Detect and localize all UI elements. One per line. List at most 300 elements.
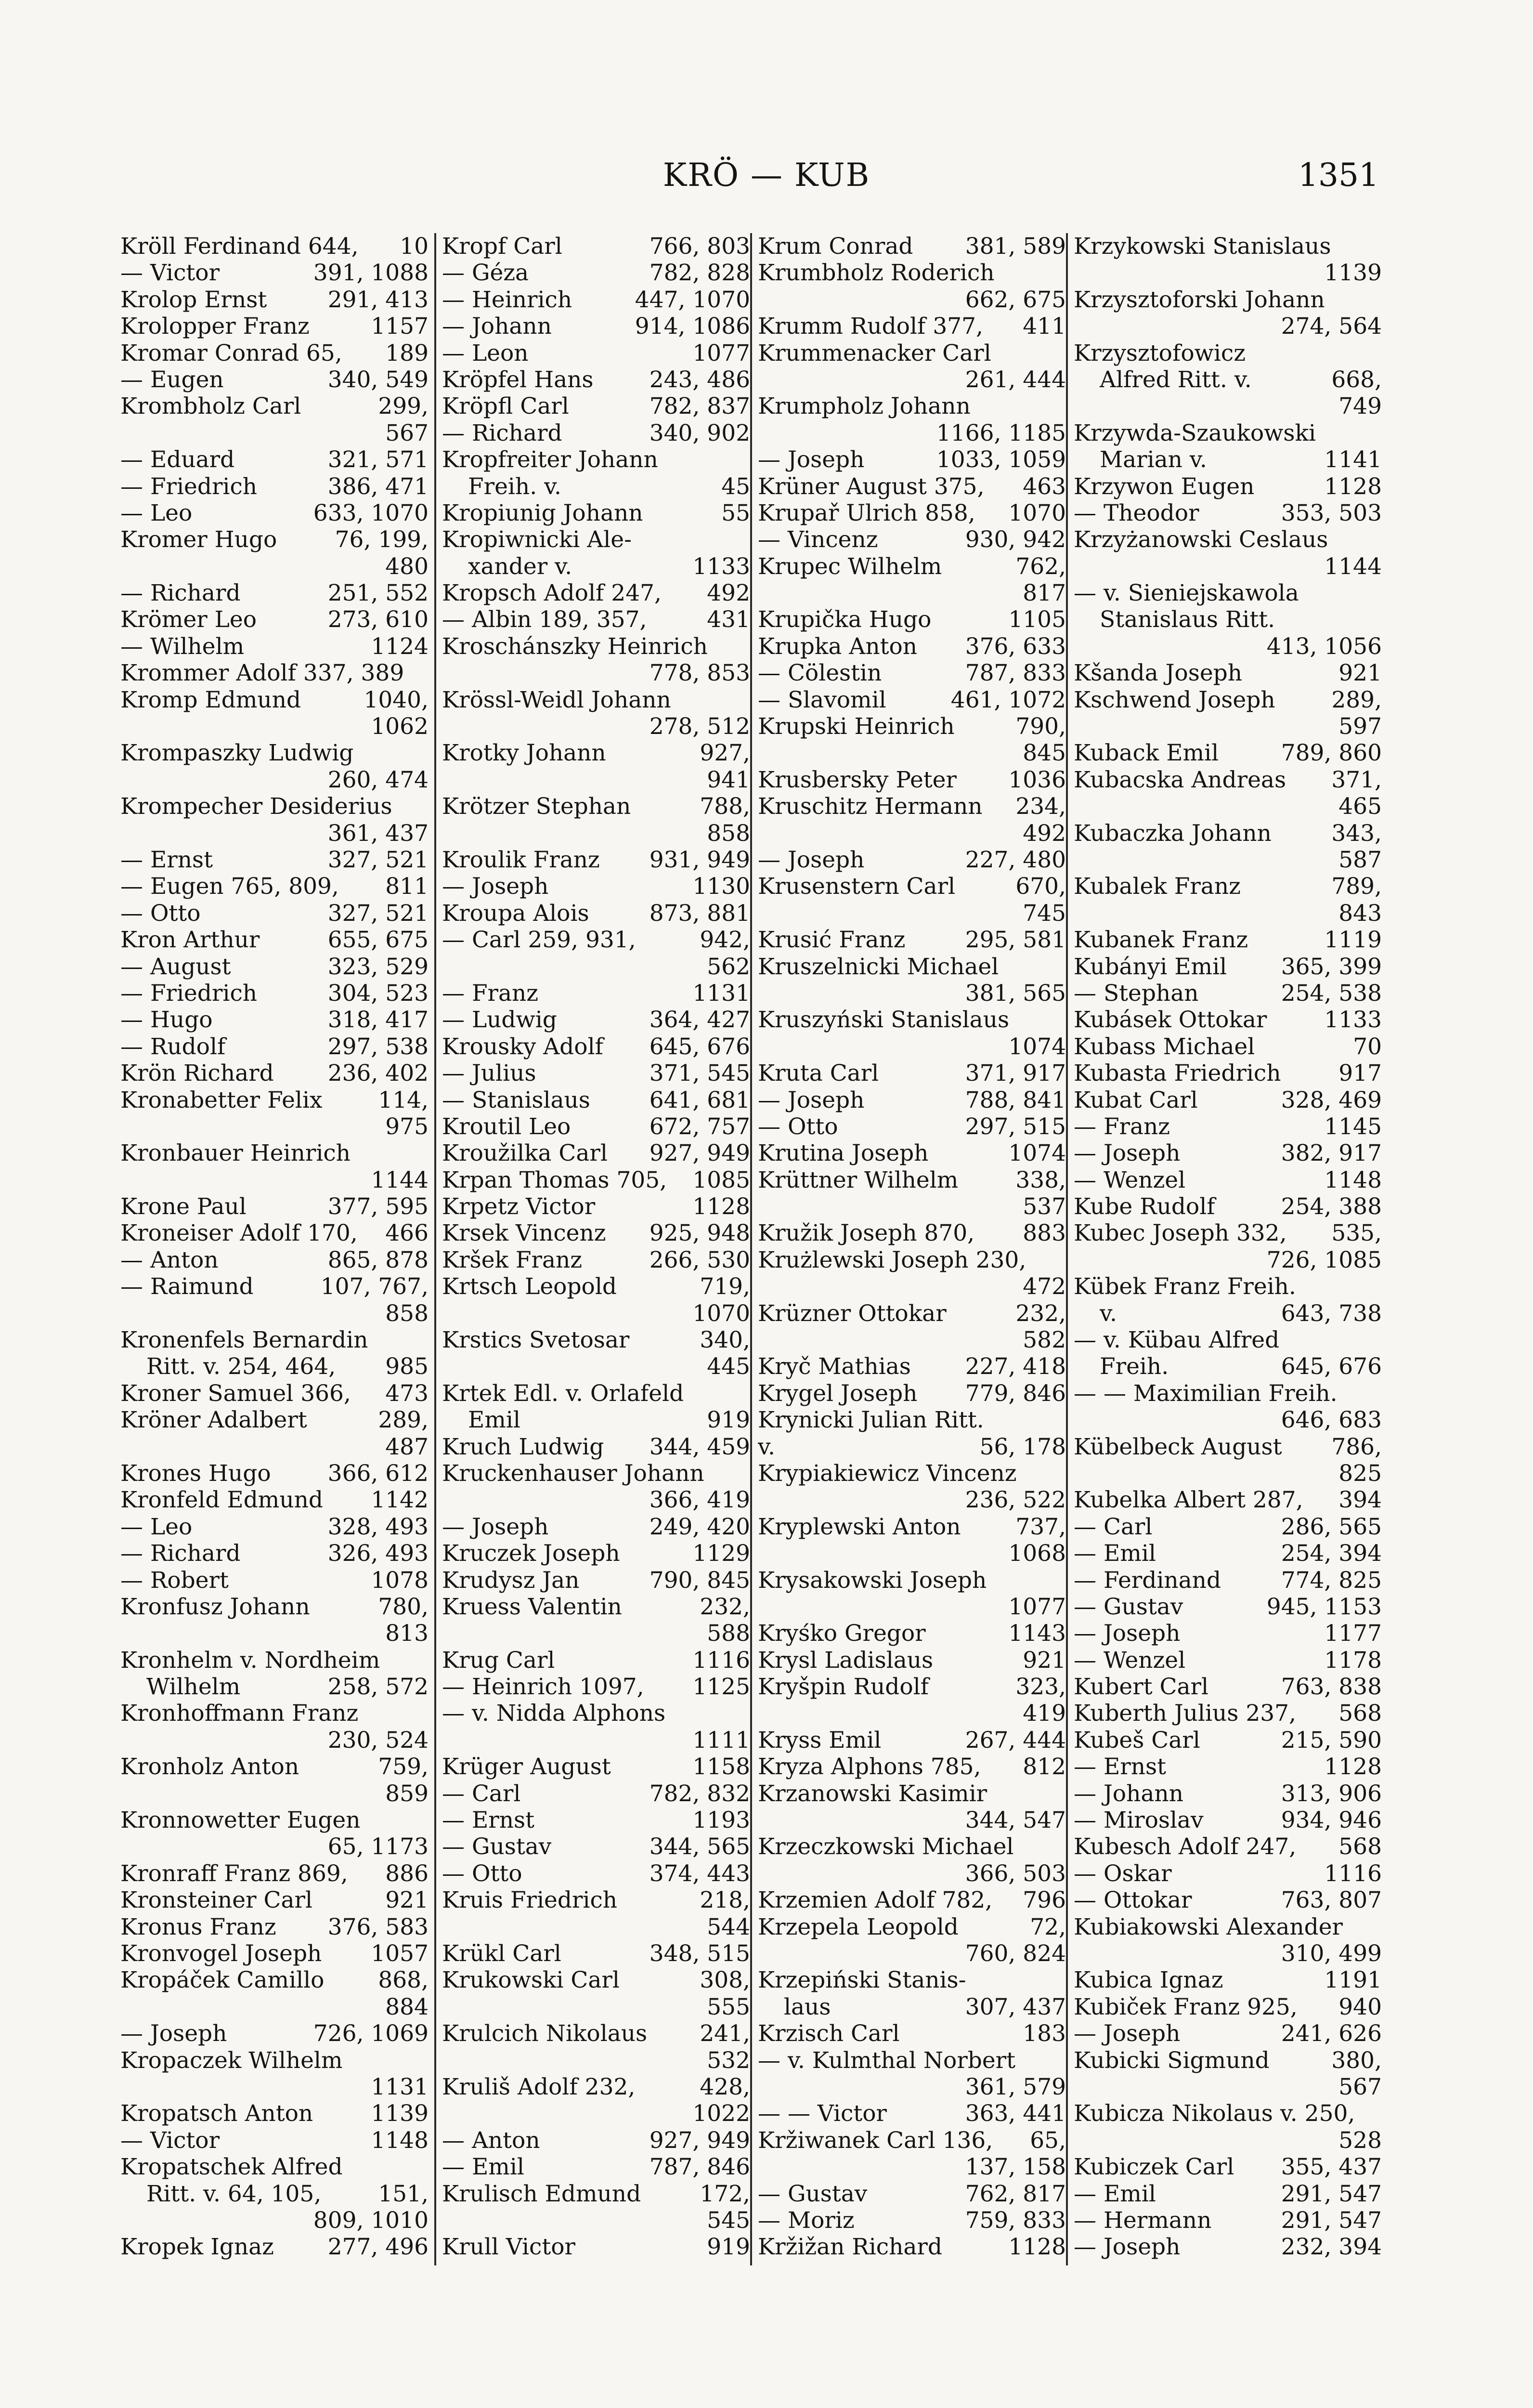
entry-pages: 376, 583: [327, 1913, 429, 1940]
entry-pages: 845: [1023, 740, 1066, 767]
entry-pages: 254, 388: [1281, 1193, 1382, 1220]
entry-pages: 1141: [1324, 446, 1382, 473]
entry-pages: 1139: [371, 2100, 429, 2127]
entry-name: — Wilhelm: [120, 633, 245, 660]
index-entry-line: [120, 1940, 429, 1967]
index-entry-line: [1074, 500, 1382, 526]
entry-pages: 234,: [1015, 793, 1066, 820]
entry-pages: 763, 838: [1281, 1674, 1382, 1701]
entry-name: Krüttner Wilhelm: [758, 1166, 959, 1193]
entry-name: — Emil: [1074, 1540, 1156, 1567]
entry-pages: 1133: [692, 553, 750, 580]
index-entry-line: [1074, 366, 1382, 393]
entry-name: Kromar Conrad 65,: [120, 340, 342, 366]
entry-name: Marian v.: [1100, 446, 1207, 473]
index-entry-line: [758, 1460, 1066, 1487]
entry-name: Kröpfl Carl: [442, 393, 569, 420]
entry-name: Krysakowski Joseph: [758, 1567, 987, 1594]
index-entry-line: [1074, 1007, 1382, 1033]
entry-name: — Wenzel: [1074, 1166, 1186, 1193]
index-entry-line: [1074, 526, 1382, 553]
entry-name: laus: [784, 1993, 831, 2020]
entry-pages: 1078: [371, 1567, 429, 1594]
index-entry-line: [1074, 473, 1382, 500]
index-entry-line: [758, 1807, 1066, 1833]
index-entry-line: [120, 1034, 429, 1060]
entry-name: Krupička Hugo: [758, 606, 932, 633]
entry-pages: 782, 837: [649, 393, 750, 420]
index-entry-line: [442, 500, 750, 526]
entry-pages: 445: [707, 1353, 750, 1380]
entry-pages: 1057: [371, 1940, 429, 1967]
entry-name: Ritt. v. 254, 464,: [146, 1353, 336, 1380]
entry-pages: 260, 474: [327, 766, 429, 793]
index-entry-line: [442, 1807, 750, 1833]
entry-name: — Carl 259, 931,: [442, 927, 636, 954]
index-entry-line: [1074, 1887, 1382, 1913]
entry-pages: 809, 1010: [313, 2207, 429, 2234]
entry-pages: 461, 1072: [950, 686, 1066, 713]
entry-name: Krombholz Carl: [120, 393, 301, 420]
entry-pages: 930, 942: [965, 526, 1066, 553]
index-entry-line: [442, 1780, 750, 1807]
entry-pages: 340, 902: [649, 419, 750, 446]
entry-pages: 254, 538: [1281, 980, 1382, 1007]
index-entry-line: [758, 1273, 1066, 1300]
index-entry-line: [1074, 820, 1382, 847]
entry-pages: 787, 833: [965, 660, 1066, 687]
entry-pages: 487: [385, 1433, 429, 1460]
entry-name: — Eduard: [120, 446, 235, 473]
index-entry-line: [1074, 1967, 1382, 1993]
index-entry-line: [120, 420, 429, 446]
index-entry-line: [758, 2047, 1066, 2074]
index-entry-line: [120, 847, 429, 873]
entry-pages: 726, 1085: [1266, 1246, 1382, 1273]
index-entry-line: [1074, 2047, 1382, 2074]
entry-pages: 940: [1338, 1993, 1382, 2020]
entry-pages: 363, 441: [965, 2100, 1066, 2127]
index-entry-line: [120, 580, 429, 606]
index-entry-line: [442, 927, 750, 953]
entry-pages: 1129: [692, 1540, 750, 1567]
index-entry-line: [758, 660, 1066, 686]
index-entry-line: [1074, 446, 1382, 473]
index-entry-line: [120, 473, 429, 500]
entry-pages: 291, 547: [1281, 2180, 1382, 2207]
entry-pages: 790,: [1015, 713, 1066, 740]
entry-name: Kruschitz Hermann: [758, 793, 983, 820]
entry-name: — Stanislaus: [442, 1086, 590, 1113]
entry-pages: 232,: [700, 1593, 750, 1620]
entry-pages: 230, 524: [327, 1727, 429, 1754]
entry-name: — Richard: [120, 1540, 241, 1567]
entry-pages: 859: [385, 1780, 429, 1807]
entry-pages: 562: [707, 953, 750, 980]
entry-pages: 782, 828: [649, 260, 750, 287]
index-entry-line: [1074, 687, 1382, 713]
entry-pages: 942,: [700, 927, 750, 954]
entry-name: Kuback Emil: [1074, 740, 1219, 767]
entry-name: Kronfusz Johann: [120, 1593, 310, 1620]
entry-pages: 1077: [1008, 1593, 1066, 1620]
index-entry-line: [442, 473, 750, 500]
index-column-3: [750, 233, 1066, 2265]
entry-pages: 266, 530: [649, 1246, 750, 1273]
entry-pages: 394: [1338, 1487, 1382, 1514]
index-entry-line: [1074, 1674, 1382, 1700]
index-entry-line: [1074, 713, 1382, 740]
index-entry-line: [442, 2127, 750, 2154]
index-entry-line: [442, 1060, 750, 1086]
entry-pages: 555: [707, 1993, 750, 2020]
entry-pages: 232,: [1015, 1300, 1066, 1327]
entry-pages: 1128: [1324, 1754, 1382, 1780]
index-entry-line: [1074, 2020, 1382, 2047]
index-entry-line: [442, 1727, 750, 1754]
index-entry-line: [1074, 1594, 1382, 1620]
index-entry-line: [1074, 1780, 1382, 1807]
index-entry-line: [442, 393, 750, 419]
entry-name: Kruch Ludwig: [442, 1433, 604, 1460]
index-entry-line: [442, 366, 750, 393]
index-entry-line: [1074, 660, 1382, 686]
index-entry-line: [1074, 2100, 1382, 2127]
entry-pages: 10: [400, 233, 429, 260]
index-entry-line: [758, 1727, 1066, 1754]
index-entry-line: [120, 1967, 429, 1993]
index-entry-line: [120, 1674, 429, 1700]
entry-name: Kronnowetter Eugen: [120, 1807, 361, 1834]
index-entry-line: [120, 366, 429, 393]
entry-pages: 597: [1338, 713, 1382, 740]
index-entry-line: [758, 1300, 1066, 1327]
entry-pages: 297, 538: [327, 1033, 429, 1060]
entry-name: Kruta Carl: [758, 1060, 879, 1087]
index-entry-line: [1074, 606, 1382, 633]
entry-pages: 227, 418: [965, 1353, 1066, 1380]
index-entry-line: [1074, 633, 1382, 660]
entry-pages: 1124: [371, 633, 429, 660]
index-entry-line: [758, 2154, 1066, 2180]
entry-pages: 535,: [1331, 1220, 1382, 1247]
entry-name: — Joseph: [758, 846, 865, 873]
index-entry-line: [758, 340, 1066, 366]
index-entry-line: [120, 1487, 429, 1513]
index-entry-line: [758, 1967, 1066, 1993]
entry-pages: 568: [1338, 1700, 1382, 1727]
entry-name: Krpetz Victor: [442, 1193, 596, 1220]
entry-pages: 760, 824: [965, 1940, 1066, 1967]
index-entry-line: [758, 366, 1066, 393]
entry-name: Kronus Franz: [120, 1913, 276, 1940]
index-entry-line: [120, 1780, 429, 1807]
entry-name: Kropiwnicki Ale-: [442, 526, 632, 553]
entry-pages: 1033, 1059: [936, 446, 1066, 473]
index-entry-line: [1074, 1700, 1382, 1727]
index-entry-line: [120, 1380, 429, 1407]
entry-pages: 763, 807: [1281, 1887, 1382, 1914]
entry-pages: 55: [721, 499, 750, 526]
entry-name: Krypiakiewicz Vincenz: [758, 1460, 1017, 1487]
entry-pages: 274, 564: [1281, 313, 1382, 340]
index-entry-line: [758, 553, 1066, 580]
index-entry-line: [1074, 2127, 1382, 2154]
entry-name: — Joseph: [758, 1086, 865, 1113]
index-entry-line: [758, 2181, 1066, 2207]
entry-pages: 1128: [1324, 473, 1382, 500]
entry-pages: 361, 579: [965, 2073, 1066, 2100]
entry-pages: 934, 946: [1281, 1807, 1382, 1834]
index-entry-line: [1074, 1113, 1382, 1140]
entry-name: — Victor: [120, 2127, 220, 2154]
entry-pages: 304, 523: [327, 980, 429, 1007]
index-entry-line: [120, 980, 429, 1007]
entry-name: Krükl Carl: [442, 1940, 561, 1967]
entry-name: Kroutil Leo: [442, 1113, 571, 1140]
entry-pages: 65,: [1030, 2127, 1066, 2154]
entry-pages: 1116: [692, 1647, 750, 1674]
entry-name: — Joseph: [442, 873, 549, 900]
entry-pages: 759, 833: [965, 2207, 1066, 2234]
entry-name: Kubesch Adolf 247,: [1074, 1833, 1297, 1860]
index-entry-line: [442, 420, 750, 446]
entry-pages: 1157: [371, 313, 429, 340]
entry-name: Krull Victor: [442, 2234, 575, 2261]
index-entry-line: [120, 1407, 429, 1433]
entry-name: Kroužilka Carl: [442, 1140, 608, 1167]
entry-name: Krsek Vincenz: [442, 1220, 606, 1247]
index-entry-line: [120, 1620, 429, 1647]
entry-name: Krug Carl: [442, 1647, 555, 1674]
entry-pages: 1131: [371, 2073, 429, 2100]
index-entry-line: [120, 793, 429, 820]
entry-name: — Otto: [758, 1113, 838, 1140]
entry-pages: 921: [1023, 1647, 1066, 1674]
entry-pages: 323, 529: [327, 953, 429, 980]
index-entry-line: [442, 606, 750, 633]
entry-name: Kröner Adalbert: [120, 1407, 307, 1434]
entry-name: Krusbersky Peter: [758, 766, 957, 793]
entry-pages: 327, 521: [327, 900, 429, 927]
entry-pages: 789,: [1331, 873, 1382, 900]
index-entry-line: [758, 1220, 1066, 1246]
index-entry-line: [120, 2181, 429, 2207]
entry-pages: 340, 549: [327, 366, 429, 393]
entry-name: Kubert Carl: [1074, 1674, 1209, 1701]
entry-pages: 492: [1023, 820, 1066, 847]
entry-name: Krzeczkowski Michael: [758, 1833, 1014, 1860]
entry-pages: 883: [1023, 1220, 1066, 1247]
index-entry-line: [442, 1353, 750, 1380]
entry-name: — v. Kulmthal Norbert: [758, 2047, 1016, 2074]
entry-name: Krusenstern Carl: [758, 873, 956, 900]
entry-pages: 321, 571: [327, 446, 429, 473]
entry-pages: 779, 846: [965, 1380, 1066, 1407]
entry-name: Freih. v.: [468, 473, 561, 500]
index-entry-line: [758, 233, 1066, 260]
entry-name: — Cölestin: [758, 660, 882, 687]
entry-name: Krzepela Leopold: [758, 1913, 959, 1940]
entry-name: Krupski Heinrich: [758, 713, 955, 740]
entry-name: Kubiczek Carl: [1074, 2154, 1234, 2181]
index-entry-line: [442, 2234, 750, 2260]
entry-pages: 873, 881: [649, 900, 750, 927]
index-entry-line: [758, 2207, 1066, 2234]
index-entry-line: [1074, 1940, 1382, 1967]
entry-pages: 215, 590: [1281, 1727, 1382, 1754]
index-entry-line: [758, 1647, 1066, 1674]
entry-name: Kroulik Franz: [442, 846, 600, 873]
index-entry-line: [442, 1220, 750, 1246]
index-entry-line: [1074, 1833, 1382, 1860]
entry-name: Krysl Ladislaus: [758, 1647, 934, 1674]
entry-pages: 411: [1023, 313, 1066, 340]
entry-name: Krynicki Julian Ritt.: [758, 1407, 984, 1434]
entry-name: Krompecher Desiderius: [120, 793, 392, 820]
index-entry-line: [442, 1967, 750, 1993]
index-entry-line: [120, 2127, 429, 2154]
index-entry-line: [442, 1567, 750, 1594]
index-entry-line: [442, 1994, 750, 2020]
index-entry-line: [120, 1353, 429, 1380]
index-entry-line: [758, 980, 1066, 1007]
entry-name: Kronfeld Edmund: [120, 1487, 324, 1514]
index-entry-line: [120, 660, 429, 686]
entry-name: Kropatsch Anton: [120, 2100, 313, 2127]
entry-pages: 419: [1023, 1700, 1066, 1727]
entry-pages: 817: [1023, 580, 1066, 607]
entry-pages: 788, 841: [965, 1086, 1066, 1113]
index-entry-line: [442, 1247, 750, 1273]
index-entry-line: [1074, 767, 1382, 793]
entry-name: Krüger August: [442, 1754, 611, 1780]
entry-name: Kronholz Anton: [120, 1754, 299, 1780]
entry-pages: 1128: [1008, 2234, 1066, 2261]
index-entry-line: [442, 2074, 750, 2100]
entry-name: Kronhelm v. Nordheim: [120, 1647, 380, 1674]
entry-name: — Miroslav: [1074, 1807, 1204, 1834]
entry-name: — Leo: [120, 499, 193, 526]
index-entry-line: [120, 393, 429, 419]
index-entry-line: [442, 1700, 750, 1727]
index-entry-line: [120, 313, 429, 340]
index-entry-line: [442, 954, 750, 980]
index-entry-line: [442, 1327, 750, 1353]
entry-pages: 985: [385, 1353, 429, 1380]
entry-name: Kubásek Ottokar: [1074, 1007, 1267, 1034]
index-entry-line: [442, 313, 750, 340]
index-entry-line: [1074, 393, 1382, 419]
entry-pages: 919: [707, 2234, 750, 2261]
index-entry-line: [1074, 1327, 1382, 1353]
entry-name: — Moriz: [758, 2207, 855, 2234]
entry-name: — Johann: [442, 313, 552, 340]
entry-pages: 56, 178: [979, 1433, 1066, 1460]
entry-pages: 1111: [692, 1727, 750, 1754]
index-entry-line: [758, 260, 1066, 286]
entry-name: Kschwend Joseph: [1074, 686, 1275, 713]
entry-pages: 1116: [1324, 1860, 1382, 1887]
index-entry-line: [758, 2074, 1066, 2100]
entry-pages: 70: [1353, 1033, 1382, 1060]
index-entry-line: [758, 1407, 1066, 1433]
index-entry-line: [120, 1193, 429, 1220]
entry-pages: 463: [1023, 473, 1066, 500]
entry-pages: 668,: [1331, 366, 1382, 393]
index-entry-line: [758, 1887, 1066, 1913]
entry-name: Krzykowski Stanislaus: [1074, 233, 1331, 260]
entry-name: Kropatschek Alfred: [120, 2154, 343, 2181]
entry-name: — Joseph: [1074, 2234, 1181, 2261]
entry-pages: 1077: [692, 340, 750, 366]
index-entry-line: [120, 687, 429, 713]
entry-pages: 1158: [692, 1754, 750, 1780]
entry-pages: 1143: [1008, 1620, 1066, 1647]
index-entry-line: [758, 1353, 1066, 1380]
entry-name: Kryč Mathias: [758, 1353, 911, 1380]
entry-name: Krolopper Franz: [120, 313, 310, 340]
entry-name: Kroupa Alois: [442, 900, 589, 927]
entry-pages: 243, 486: [649, 366, 750, 393]
index-entry-line: [758, 847, 1066, 873]
entry-pages: 172,: [700, 2180, 750, 2207]
entry-pages: 381, 565: [965, 980, 1066, 1007]
entry-pages: 975: [385, 1113, 429, 1140]
entry-pages: 267, 444: [965, 1727, 1066, 1754]
index-columns: [120, 233, 1382, 2265]
entry-pages: 344, 547: [965, 1807, 1066, 1834]
entry-pages: 1145: [1324, 1113, 1382, 1140]
entry-pages: 348, 515: [649, 1940, 750, 1967]
index-entry-line: [1074, 1914, 1382, 1940]
entry-name: Krzemien Adolf 782,: [758, 1887, 993, 1914]
index-entry-line: [1074, 1647, 1382, 1674]
index-entry-line: [120, 1140, 429, 1166]
entry-pages: 633, 1070: [313, 499, 429, 526]
entry-name: — Hugo: [120, 1007, 213, 1034]
entry-name: Kubicza Nikolaus v. 250,: [1074, 2100, 1355, 2127]
index-entry-line: [442, 1647, 750, 1674]
index-entry-line: [442, 660, 750, 686]
entry-name: Emil: [468, 1407, 520, 1434]
index-entry-line: [120, 2020, 429, 2047]
index-entry-line: [442, 633, 750, 660]
entry-pages: 326, 493: [327, 1540, 429, 1567]
index-entry-line: [442, 1940, 750, 1967]
index-entry-line: [1074, 1620, 1382, 1647]
entry-name: — Joseph: [1074, 2020, 1181, 2047]
entry-pages: 919: [707, 1407, 750, 1434]
entry-name: Kružik Joseph 870,: [758, 1220, 975, 1247]
index-entry-line: [442, 1594, 750, 1620]
entry-pages: 289,: [378, 1407, 429, 1434]
entry-name: Kubat Carl: [1074, 1086, 1198, 1113]
entry-name: Kržižan Richard: [758, 2234, 942, 2261]
index-entry-line: [1074, 233, 1382, 260]
entry-pages: 762, 817: [965, 2180, 1066, 2207]
entry-pages: 790, 845: [649, 1567, 750, 1594]
entry-name: Kubiček Franz 925,: [1074, 1993, 1298, 2020]
entry-name: Kronhoffmann Franz: [120, 1700, 359, 1727]
index-entry-line: [442, 1860, 750, 1887]
entry-pages: 364, 427: [649, 1007, 750, 1034]
index-entry-line: [442, 740, 750, 766]
index-entry-line: [758, 473, 1066, 500]
entry-name: v.: [1100, 1300, 1117, 1327]
index-entry-line: [442, 446, 750, 473]
entry-name: — Franz: [1074, 1113, 1170, 1140]
